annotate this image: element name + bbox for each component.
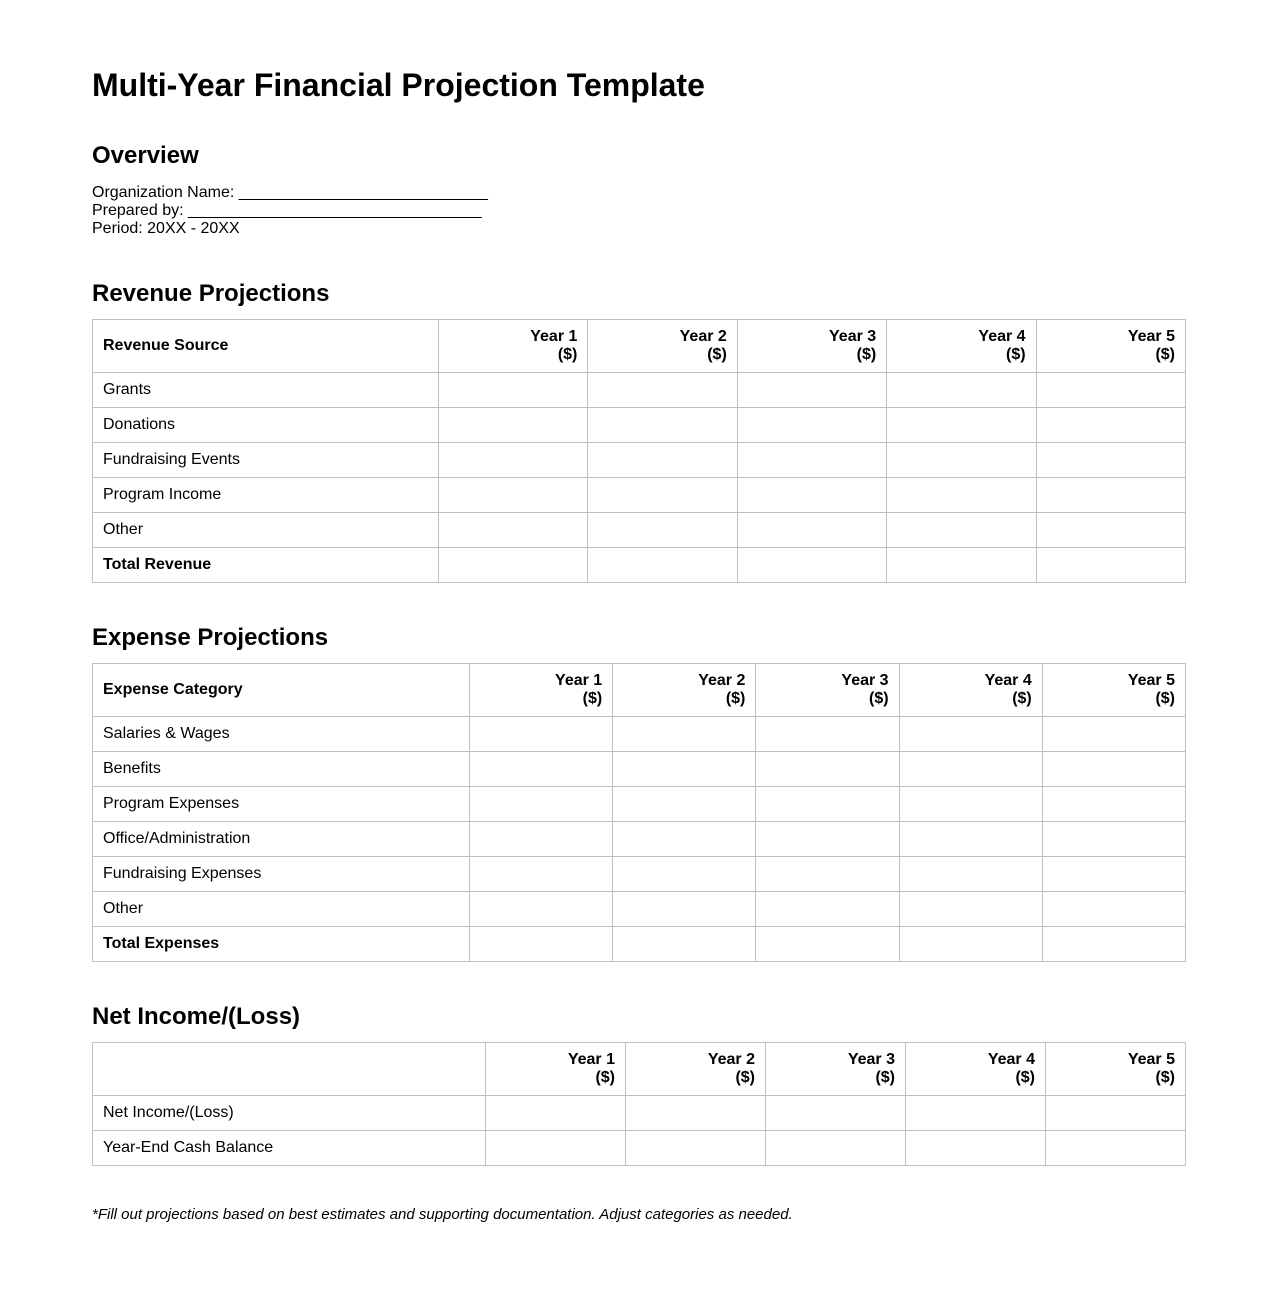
column-header-year-4: Year 4 ($) [906,1043,1046,1096]
column-header-year-3: Year 3 ($) [737,320,886,373]
cell[interactable] [439,548,588,583]
cell[interactable] [1042,857,1185,892]
cell[interactable] [737,443,886,478]
period-field: Period: 20XX - 20XX [92,220,240,237]
cell[interactable] [887,513,1036,548]
cell[interactable] [588,443,737,478]
cell[interactable] [756,787,899,822]
cell[interactable] [1036,548,1185,583]
cell[interactable] [887,408,1036,443]
table-row [93,822,1186,857]
cell[interactable] [626,1131,766,1166]
cell[interactable] [613,927,756,962]
row-label: Net Income/(Loss) [93,1096,486,1131]
column-header-year-2: Year 2 ($) [613,664,756,717]
cell[interactable] [613,752,756,787]
cell[interactable] [756,892,899,927]
cell[interactable] [439,478,588,513]
table-row [93,373,1186,408]
cell[interactable] [439,443,588,478]
column-header-year-1: Year 1 ($) [486,1043,626,1096]
cell[interactable] [887,373,1036,408]
cell[interactable] [899,717,1042,752]
column-header-year-1: Year 1 ($) [470,664,613,717]
cell[interactable] [1036,513,1185,548]
cell[interactable] [1042,752,1185,787]
cell[interactable] [737,373,886,408]
column-header-expense-category: Expense Category [93,664,470,717]
footnote: *Fill out projections based on best estimates and supporting documentation. Adjust categories as needed. [92,1206,793,1223]
cell[interactable] [737,548,886,583]
expense-header-row [93,664,1186,717]
column-header-year-4: Year 4 ($) [899,664,1042,717]
organization-name-field: Organization Name: ____________________________ [92,184,488,201]
column-header-year-5: Year 5 ($) [1042,664,1185,717]
column-header-revenue-source: Revenue Source [93,320,439,373]
column-header-year-5: Year 5 ($) [1046,1043,1186,1096]
cell[interactable] [1042,927,1185,962]
row-label: Program Income [93,478,439,513]
cell[interactable] [756,822,899,857]
cell[interactable] [588,548,737,583]
row-label: Fundraising Expenses [93,857,470,892]
column-header-year-4: Year 4 ($) [887,320,1036,373]
row-label: Other [93,892,470,927]
cell[interactable] [1036,478,1185,513]
cell[interactable] [899,892,1042,927]
cell[interactable] [899,787,1042,822]
table-row [93,1131,1186,1166]
total-row [93,927,1186,962]
cell[interactable] [1046,1131,1186,1166]
cell[interactable] [766,1131,906,1166]
cell[interactable] [887,443,1036,478]
net-income-table [92,1042,1186,1166]
row-label: Other [93,513,439,548]
cell[interactable] [588,478,737,513]
table-row [93,752,1186,787]
cell[interactable] [756,857,899,892]
column-header-blank [93,1043,486,1096]
cell[interactable] [613,717,756,752]
cell[interactable] [1042,892,1185,927]
cell[interactable] [439,513,588,548]
column-header-year-2: Year 2 ($) [626,1043,766,1096]
table-row [93,787,1186,822]
cell[interactable] [613,857,756,892]
revenue-table [92,319,1186,583]
cell[interactable] [470,892,613,927]
cell[interactable] [756,717,899,752]
revenue-heading: Revenue Projections [92,280,330,307]
table-row [93,443,1186,478]
cell[interactable] [756,927,899,962]
total-row [93,548,1186,583]
cell[interactable] [470,717,613,752]
cell[interactable] [1036,443,1185,478]
overview-heading: Overview [92,142,199,169]
cell[interactable] [626,1096,766,1131]
cell[interactable] [766,1096,906,1131]
cell[interactable] [1042,717,1185,752]
row-label: Year-End Cash Balance [93,1131,486,1166]
table-row [93,717,1186,752]
row-label-total: Total Revenue [93,548,439,583]
cell[interactable] [737,513,886,548]
cell[interactable] [1042,822,1185,857]
column-header-year-3: Year 3 ($) [766,1043,906,1096]
cell[interactable] [588,408,737,443]
cell[interactable] [588,513,737,548]
row-label: Donations [93,408,439,443]
cell[interactable] [887,478,1036,513]
column-header-year-5: Year 5 ($) [1036,320,1185,373]
column-header-year-3: Year 3 ($) [756,664,899,717]
cell[interactable] [613,892,756,927]
cell[interactable] [439,408,588,443]
table-row [93,408,1186,443]
row-label: Salaries & Wages [93,717,470,752]
cell[interactable] [906,1131,1046,1166]
cell[interactable] [470,857,613,892]
cell[interactable] [470,927,613,962]
revenue-header-row [93,320,1186,373]
cell[interactable] [613,822,756,857]
table-row [93,513,1186,548]
prepared-by-field: Prepared by: _________________________________ [92,202,482,219]
cell[interactable] [613,787,756,822]
row-label: Fundraising Events [93,443,439,478]
cell[interactable] [899,752,1042,787]
cell[interactable] [899,857,1042,892]
row-label: Office/Administration [93,822,470,857]
cell[interactable] [899,927,1042,962]
row-label-total: Total Expenses [93,927,470,962]
cell[interactable] [899,822,1042,857]
column-header-year-2: Year 2 ($) [588,320,737,373]
cell[interactable] [737,408,886,443]
table-row [93,892,1186,927]
cell[interactable] [906,1096,1046,1131]
cell[interactable] [737,478,886,513]
cell[interactable] [588,373,737,408]
net-income-heading: Net Income/(Loss) [92,1003,301,1030]
expense-table [92,663,1186,962]
column-header-year-1: Year 1 ($) [439,320,588,373]
cell[interactable] [1036,408,1185,443]
cell[interactable] [439,373,588,408]
cell[interactable] [1036,373,1185,408]
cell[interactable] [470,752,613,787]
row-label: Benefits [93,752,470,787]
cell[interactable] [756,752,899,787]
expense-heading: Expense Projections [92,624,329,651]
row-label: Program Expenses [93,787,470,822]
cell[interactable] [486,1131,626,1166]
cell[interactable] [470,822,613,857]
cell[interactable] [486,1096,626,1131]
cell[interactable] [887,548,1036,583]
row-label: Grants [93,373,439,408]
table-row [93,478,1186,513]
cell[interactable] [1046,1096,1186,1131]
table-row [93,857,1186,892]
page-title: Multi-Year Financial Projection Template [92,67,705,103]
cell[interactable] [1042,787,1185,822]
overview-fields [92,184,488,238]
cell[interactable] [470,787,613,822]
table-row [93,1096,1186,1131]
net-header-row [93,1043,1186,1096]
